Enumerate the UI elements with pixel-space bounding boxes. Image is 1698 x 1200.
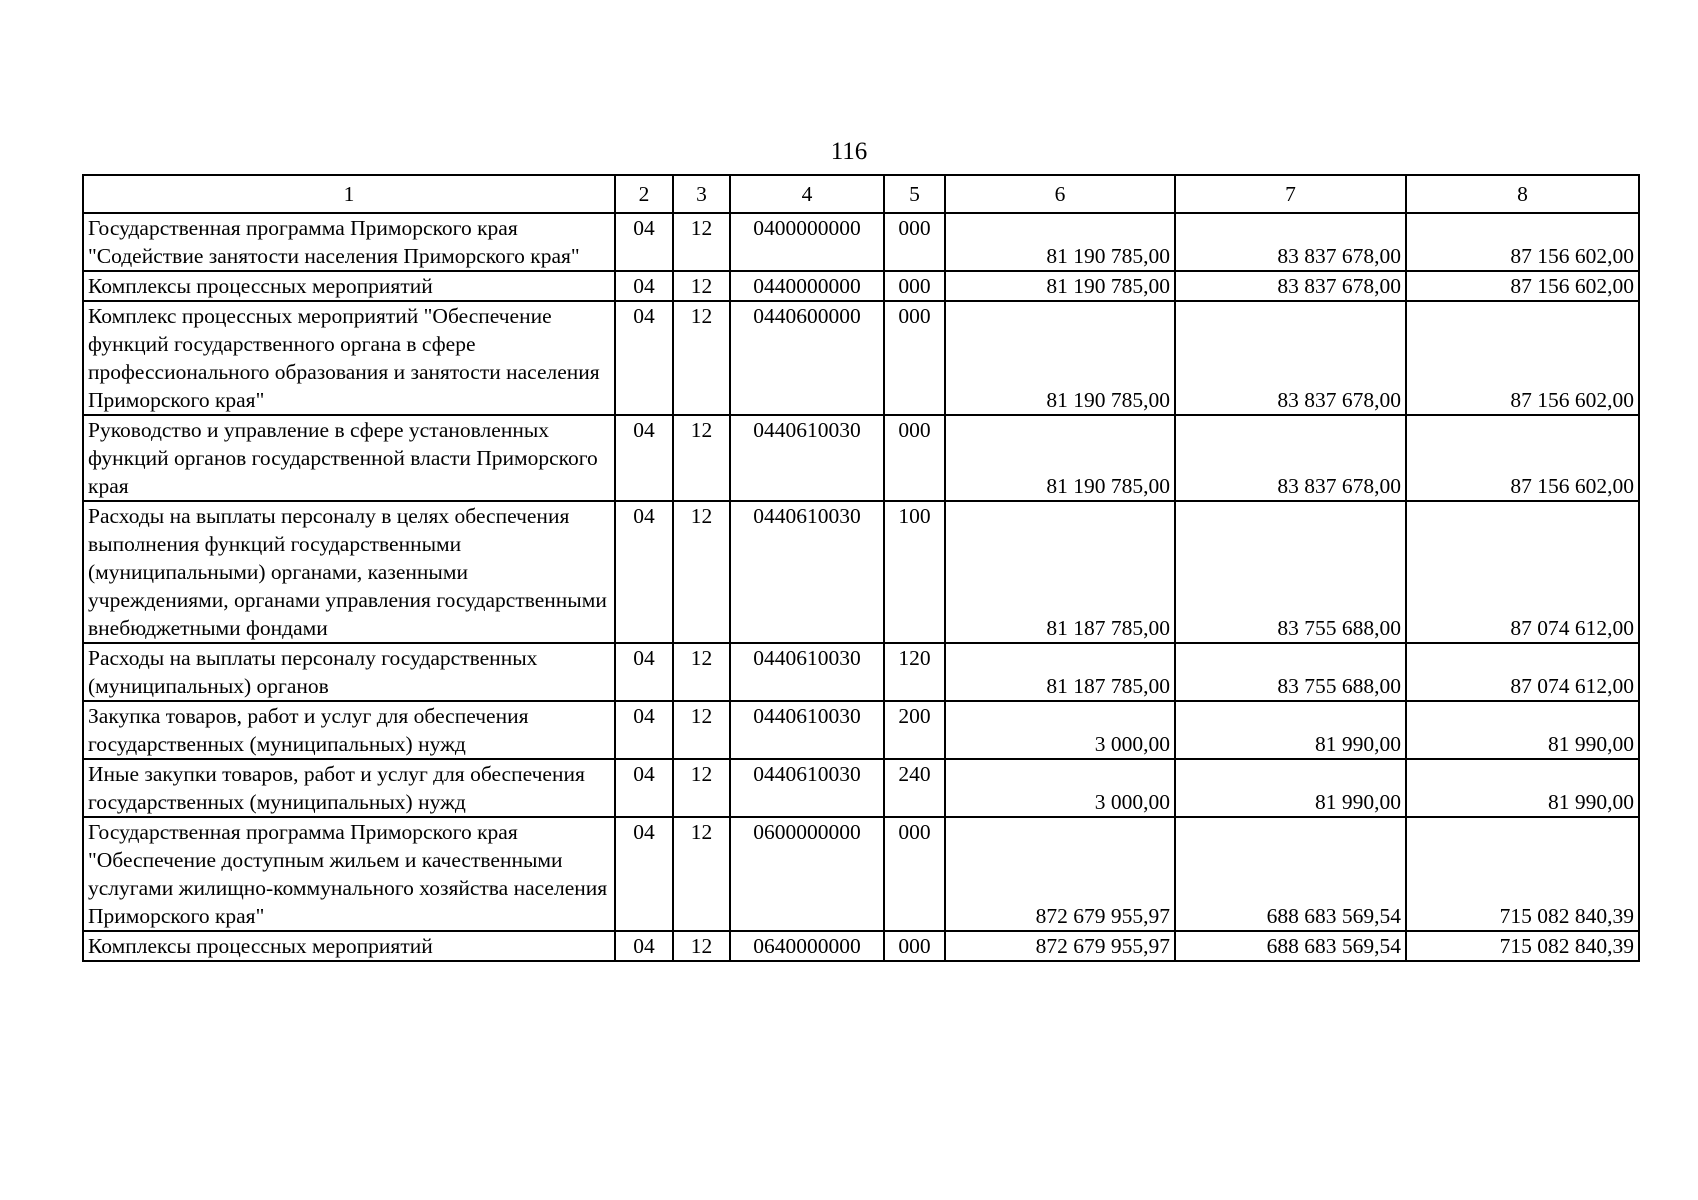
row-amount-col7-cell: 688 683 569,54 [1175,817,1406,931]
row-name-cell: Расходы на выплаты персоналу государственных (муниципальных) органов [83,643,615,701]
row-target-code-cell: 0440610030 [730,701,884,759]
row-name-cell: Государственная программа Приморского края "Обеспечение доступным жильем и качественными услугами жилищно-коммунального хозяйства населения Приморского края" [83,817,615,931]
header-cell-3: 3 [673,175,730,213]
row-subsection-cell: 12 [673,643,730,701]
row-amount-col7-cell: 83 837 678,00 [1175,271,1406,301]
table-row [83,301,1639,415]
table-row [83,931,1639,961]
row-amount-col8-cell: 715 082 840,39 [1406,817,1639,931]
row-target-code-cell: 0440000000 [730,271,884,301]
row-amount-col8-cell: 81 990,00 [1406,759,1639,817]
row-subsection-cell: 12 [673,501,730,643]
row-amount-col7-cell: 81 990,00 [1175,701,1406,759]
row-target-code-cell: 0600000000 [730,817,884,931]
table-row [83,271,1639,301]
table-row [83,817,1639,931]
row-amount-col6-cell: 81 190 785,00 [945,213,1175,271]
table-header-row [83,175,1639,213]
row-expense-type-cell: 120 [884,643,945,701]
row-section-cell: 04 [615,643,673,701]
row-name-cell: Закупка товаров, работ и услуг для обеспечения государственных (муниципальных) нужд [83,701,615,759]
row-name-cell: Иные закупки товаров, работ и услуг для обеспечения государственных (муниципальных) нужд [83,759,615,817]
table-row [83,701,1639,759]
row-expense-type-cell: 240 [884,759,945,817]
row-name-cell: Государственная программа Приморского края "Содействие занятости населения Приморского края" [83,213,615,271]
row-subsection-cell: 12 [673,213,730,271]
row-section-cell: 04 [615,701,673,759]
row-name-cell: Комплексы процессных мероприятий [83,271,615,301]
table-row [83,213,1639,271]
row-amount-col8-cell: 87 156 602,00 [1406,213,1639,271]
row-expense-type-cell: 000 [884,415,945,501]
row-section-cell: 04 [615,415,673,501]
row-amount-col7-cell: 688 683 569,54 [1175,931,1406,961]
budget-table [82,174,1640,962]
row-amount-col6-cell: 3 000,00 [945,759,1175,817]
row-amount-col7-cell: 83 755 688,00 [1175,643,1406,701]
row-section-cell: 04 [615,271,673,301]
row-subsection-cell: 12 [673,817,730,931]
row-amount-col8-cell: 87 156 602,00 [1406,271,1639,301]
header-cell-2: 2 [615,175,673,213]
table-row [83,501,1639,643]
row-subsection-cell: 12 [673,701,730,759]
header-cell-4: 4 [730,175,884,213]
row-target-code-cell: 0440600000 [730,301,884,415]
row-amount-col8-cell: 87 074 612,00 [1406,643,1639,701]
row-subsection-cell: 12 [673,271,730,301]
row-amount-col8-cell: 87 074 612,00 [1406,501,1639,643]
row-amount-col6-cell: 81 187 785,00 [945,501,1175,643]
row-target-code-cell: 0440610030 [730,501,884,643]
row-expense-type-cell: 000 [884,931,945,961]
row-name-cell: Комплексы процессных мероприятий [83,931,615,961]
row-target-code-cell: 0440610030 [730,759,884,817]
row-amount-col6-cell: 872 679 955,97 [945,931,1175,961]
row-section-cell: 04 [615,501,673,643]
row-expense-type-cell: 000 [884,271,945,301]
row-amount-col6-cell: 872 679 955,97 [945,817,1175,931]
header-cell-6: 6 [945,175,1175,213]
row-amount-col7-cell: 83 837 678,00 [1175,415,1406,501]
row-amount-col6-cell: 3 000,00 [945,701,1175,759]
header-cell-8: 8 [1406,175,1639,213]
row-target-code-cell: 0400000000 [730,213,884,271]
row-section-cell: 04 [615,301,673,415]
table-row [83,415,1639,501]
header-cell-5: 5 [884,175,945,213]
row-expense-type-cell: 100 [884,501,945,643]
row-amount-col8-cell: 715 082 840,39 [1406,931,1639,961]
page-number: 116 [830,138,868,165]
row-amount-col7-cell: 81 990,00 [1175,759,1406,817]
row-expense-type-cell: 200 [884,701,945,759]
row-amount-col6-cell: 81 190 785,00 [945,271,1175,301]
row-target-code-cell: 0640000000 [730,931,884,961]
row-amount-col6-cell: 81 190 785,00 [945,415,1175,501]
row-section-cell: 04 [615,213,673,271]
row-target-code-cell: 0440610030 [730,415,884,501]
row-subsection-cell: 12 [673,759,730,817]
row-amount-col6-cell: 81 190 785,00 [945,301,1175,415]
row-expense-type-cell: 000 [884,301,945,415]
row-amount-col8-cell: 87 156 602,00 [1406,301,1639,415]
row-target-code-cell: 0440610030 [730,643,884,701]
row-name-cell: Расходы на выплаты персоналу в целях обеспечения выполнения функций государственными (муниципальными) органами, казенными учреждениями, органами управления государственными внебюджетными фондами [83,501,615,643]
row-section-cell: 04 [615,817,673,931]
header-cell-1: 1 [83,175,615,213]
row-amount-col7-cell: 83 755 688,00 [1175,501,1406,643]
row-name-cell: Комплекс процессных мероприятий "Обеспечение функций государственного органа в сфере профессионального образования и занятости населения Приморского края" [83,301,615,415]
row-amount-col8-cell: 87 156 602,00 [1406,415,1639,501]
row-expense-type-cell: 000 [884,213,945,271]
row-amount-col7-cell: 83 837 678,00 [1175,213,1406,271]
row-amount-col8-cell: 81 990,00 [1406,701,1639,759]
row-section-cell: 04 [615,759,673,817]
row-expense-type-cell: 000 [884,817,945,931]
row-subsection-cell: 12 [673,931,730,961]
row-subsection-cell: 12 [673,301,730,415]
row-name-cell: Руководство и управление в сфере установленных функций органов государственной власти Приморского края [83,415,615,501]
row-subsection-cell: 12 [673,415,730,501]
header-cell-7: 7 [1175,175,1406,213]
table-row [83,759,1639,817]
row-amount-col7-cell: 83 837 678,00 [1175,301,1406,415]
row-section-cell: 04 [615,931,673,961]
table-row [83,643,1639,701]
row-amount-col6-cell: 81 187 785,00 [945,643,1175,701]
